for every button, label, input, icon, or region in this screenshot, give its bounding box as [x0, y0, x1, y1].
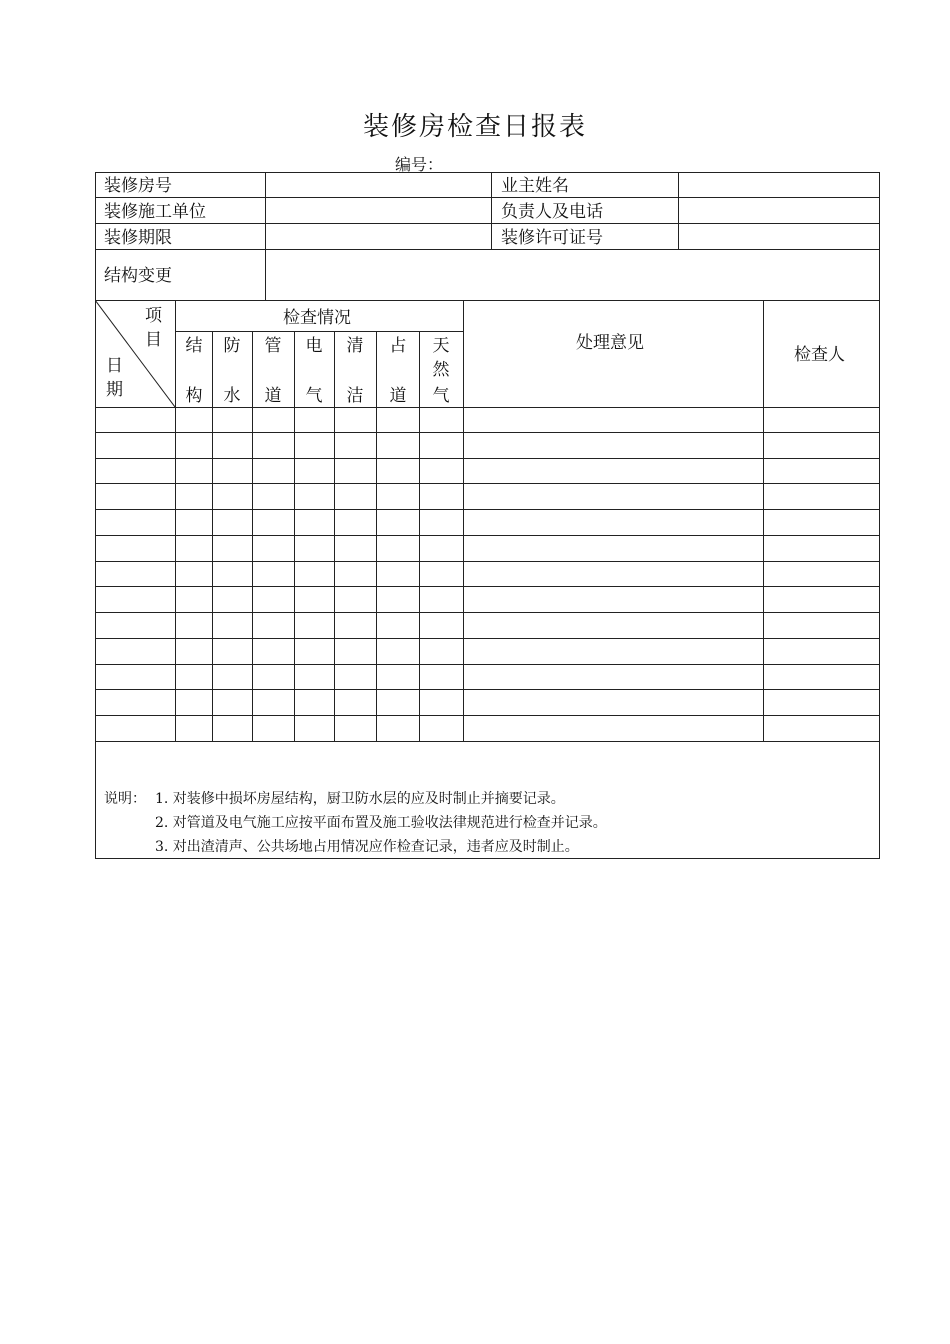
diag-item-label: 目: [145, 330, 162, 350]
col-line: [376, 331, 377, 741]
col-cleaning-bottom: 洁: [346, 386, 364, 406]
row-line: [95, 483, 880, 484]
inspection-header: 检查情况: [283, 308, 351, 328]
row-line: [95, 689, 880, 690]
row-line: [95, 612, 880, 613]
col-structure-top: 结: [185, 336, 203, 356]
row-line: [95, 638, 880, 639]
room-number-field[interactable]: [266, 173, 490, 197]
period-field[interactable]: [266, 224, 490, 248]
col-waterproof-top: 防: [223, 336, 241, 356]
contractor-field[interactable]: [266, 198, 490, 222]
col-occupy-top: 占: [389, 336, 407, 356]
col-line: [491, 172, 492, 249]
row-line: [95, 432, 880, 433]
col-line: [763, 300, 764, 741]
row-line: [95, 715, 880, 716]
row-line: [95, 741, 880, 742]
row-line: [95, 509, 880, 510]
notes-label: 说明：: [104, 791, 146, 807]
manager-phone-label: 负责人及电话: [501, 202, 603, 222]
row-line: [95, 535, 880, 536]
col-pipes-bottom: 道: [264, 386, 282, 406]
col-gas-mid: 然: [432, 360, 450, 380]
col-line: [334, 331, 335, 741]
permit-number-field[interactable]: [679, 224, 879, 248]
owner-name-field[interactable]: [679, 173, 879, 197]
col-waterproof-bottom: 水: [223, 386, 241, 406]
handling-header: 处理意见: [576, 333, 644, 353]
owner-name-label: 业主姓名: [501, 176, 569, 196]
diag-item-label: 项: [145, 306, 162, 326]
col-cleaning-top: 清: [346, 336, 364, 356]
col-line: [175, 300, 176, 741]
room-number-label: 装修房号: [104, 176, 172, 196]
note-item: 1. 对装修中损坏房屋结构，厨卫防水层的应及时制止并摘要记录。: [155, 791, 565, 807]
col-electric-top: 电: [305, 336, 323, 356]
note-item: 2. 对管道及电气施工应按平面布置及施工验收法律规范进行检查并记录。: [155, 815, 607, 831]
structure-change-label: 结构变更: [104, 266, 172, 286]
row-line: [95, 586, 880, 587]
col-line: [463, 300, 464, 741]
col-line: [419, 331, 420, 741]
contractor-label: 装修施工单位: [104, 202, 206, 222]
note-item: 3. 对出渣清声、公共场地占用情况应作检查记录，违者应及时制止。: [155, 839, 579, 855]
col-line: [294, 331, 295, 741]
structure-change-field[interactable]: [266, 250, 879, 299]
col-line: [212, 331, 213, 741]
period-label: 装修期限: [104, 228, 172, 248]
col-occupy-bottom: 道: [389, 386, 407, 406]
manager-phone-field[interactable]: [679, 198, 879, 222]
col-electric-bottom: 气: [305, 386, 323, 406]
row-line: [95, 407, 880, 408]
row-line: [95, 664, 880, 665]
col-gas-bottom: 气: [432, 386, 450, 406]
col-gas-top: 天: [432, 336, 450, 356]
diag-date-label: 期: [106, 380, 123, 400]
col-pipes-top: 管: [264, 336, 282, 356]
col-line: [252, 331, 253, 741]
permit-number-label: 装修许可证号: [501, 228, 603, 248]
row-line: [95, 561, 880, 562]
page-title: 装修房检查日报表: [362, 112, 587, 142]
serial-number-label: 编号：: [395, 155, 444, 174]
inspector-header: 检查人: [794, 345, 845, 365]
diag-date-label: 日: [106, 356, 123, 376]
row-line: [95, 458, 880, 459]
col-structure-bottom: 构: [185, 386, 203, 406]
